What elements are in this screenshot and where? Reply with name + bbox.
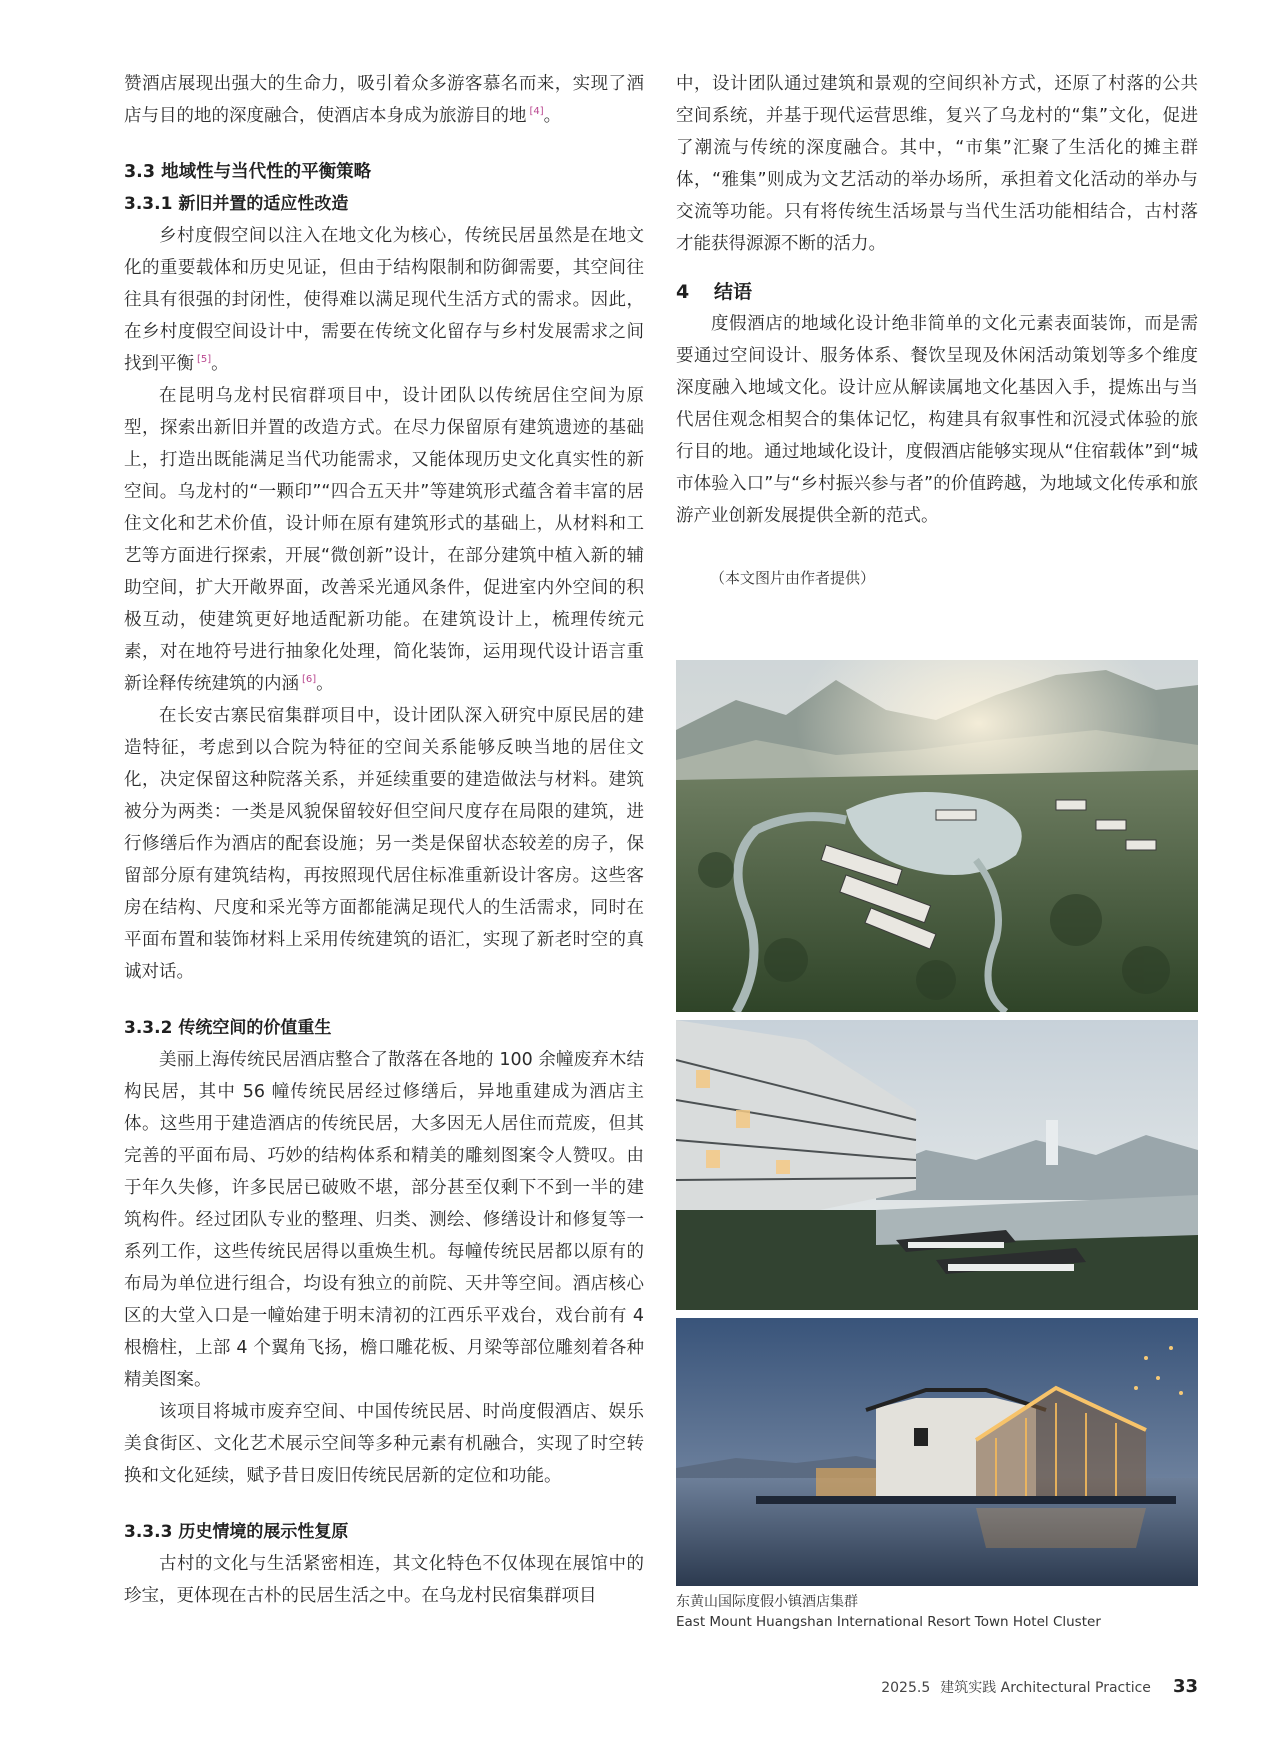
citation-6[interactable]: [6] — [302, 674, 317, 686]
paragraph-1: 乡村度假空间以注入在地文化为核心，传统民居虽然是在地文化的重要载体和历史见证，但由于结构限制和防御需要，其空间往往具有很强的封闭性，使得难以满足现代生活方式的需求。因此，在乡村度假空间设计中，需要在传统文化留存与乡村发展需求之间找到平衡 [5]。 — [124, 226, 644, 374]
paragraph-3: 在长安古寨民宿集群项目中，设计团队深入研究中原民居的建造特征，考虑到以合院为特征的空间关系能够反映当地的居住文化，决定保留这种院落关系，并延续重要的建造做法与材料。建筑被分为两类：一类是风貌保留较好但空间尺度存在局限的建筑，进行修缮后作为酒店的配套设施；另一类是保留状态较差的房子，保留部分原有建筑结构，再按照现代居住标准重新设计客房。这些客房在结构、尺度和采光等方面都能满足现代人的生活需求，同时在平面布置和装饰材料上采用传统建筑的语汇，实现了新老时空的真诚对话。 — [124, 706, 644, 982]
paragraph-6: 古村的文化与生活紧密相连，其文化特色不仅体现在展馆中的珍宝，更体现在古朴的民居生活之中。在乌龙村民宿集群项目 — [124, 1554, 644, 1606]
section-heading-3-3: 3.3 地域性与当代性的平衡策略 — [124, 162, 372, 182]
page-footer — [881, 1676, 1198, 1697]
subsection-heading-3-3-3: 3.3.3 历史情境的展示性复原 — [124, 1522, 349, 1542]
caption-cn: 东黄山国际度假小镇酒店集群 — [676, 1594, 858, 1610]
section-heading-4: 4 结语 — [676, 281, 753, 303]
paragraph-7: 中，设计团队通过建筑和景观的空间织补方式，还原了村落的公共空间系统，并基于现代运营思维，复兴了乌龙村的“集”文化，促进了潮流与传统的深度融合。其中，“市集”汇聚了生活化的摊主群体，“雅集”则成为文艺活动的举办场所，承担着文化活动的举办与交流等功能。只有将传统生活场景与当代生活功能相结合，古村落才能获得源源不断的活力。 — [676, 74, 1198, 254]
photo-dusk-pavilion — [676, 1318, 1198, 1586]
photo-aerial-resort — [676, 660, 1198, 1012]
paragraph-5: 该项目将城市废弃空间、中国传统民居、时尚度假酒店、娱乐美食街区、文化艺术展示空间等多种元素有机融合，实现了时空转换和文化延续，赋予昔日废旧传统民居新的定位和功能。 — [124, 1402, 644, 1486]
right-column — [676, 68, 1198, 594]
subsection-heading-3-3-1: 3.3.1 新旧并置的适应性改造 — [124, 194, 349, 214]
intro-paragraph: 赞酒店展现出强大的生命力，吸引着众多游客慕名而来，实现了酒店与目的地的深度融合，使酒店本身成为旅游目的地 [4]。 — [124, 74, 644, 126]
citation-4[interactable]: [4] — [529, 106, 544, 118]
page-number: 33 — [1172, 1676, 1198, 1697]
figure-caption — [676, 1592, 1198, 1632]
citation-5[interactable]: [5] — [197, 354, 212, 366]
paragraph-4: 美丽上海传统民居酒店整合了散落在各地的 100 余幢废弃木结构民居，其中 56 幢传统民居经过修缮后，异地重建成为酒店主体。这些用于建造酒店的传统民居，大多因无人居住而荒废，但其完善的平面布局、巧妙的结构体系和精美的雕刻图案令人赞叹。由于年久失修，许多民居已破败不堪，部分甚至仅剩下不到一半的建筑构件。经过团队专业的整理、归类、测绘、修缮设计和修复等一系列工作，这些传统民居得以重焕生机。每幢传统民居都以原有的布局为单位进行组合，均设有独立的前院、天井等空间。酒店核心区的大堂入口是一幢始建于明末清初的江西乐平戏台，戏台前有 4 根檐柱，上部 4 个翼角飞扬，檐口雕花板、月梁等部位雕刻着各种精美图案。 — [124, 1050, 644, 1390]
photo-terraced-hotel — [676, 1020, 1198, 1310]
paragraph-2: 在昆明乌龙村民宿群项目中，设计团队以传统居住空间为原型，探索出新旧并置的改造方式。在尽力保留原有建筑遗迹的基础上，打造出既能满足当代功能需求，又能体现历史文化真实性的新空间。乌龙村的“一颗印”“四合五天井”等建筑形式蕴含着丰富的居住文化和艺术价值，设计师在原有建筑形式的基础上，从材料和工艺等方面进行探索，开展“微创新”设计，在部分建筑中植入新的辅助空间，扩大开敞界面，改善采光通风条件，促进室内外空间的积极互动，使建筑更好地适配新功能。在建筑设计上，梳理传统元素，对在地符号进行抽象化处理，简化装饰，运用现代设计语言重新诠释传统建筑的内涵 [6]。 — [124, 386, 644, 694]
subsection-heading-3-3-2: 3.3.2 传统空间的价值重生 — [124, 1018, 332, 1038]
left-column — [124, 68, 644, 1612]
image-credit: （本文图片由作者提供） — [710, 569, 876, 587]
issue-date: 2025.5 — [881, 1680, 931, 1696]
journal-name: 建筑实践 Architectural Practice — [940, 1680, 1151, 1696]
paragraph-8: 度假酒店的地域化设计绝非简单的文化元素表面装饰，而是需要通过空间设计、服务体系、餐饮呈现及休闲活动策划等多个维度深度融入地域文化。设计应从解读属地文化基因入手，提炼出与当代居住观念相契合的集体记忆，构建具有叙事性和沉浸式体验的旅行目的地。通过地域化设计，度假酒店能够实现从“住宿载体”到“城市体验入口”与“乡村振兴参与者”的价值跨越，为地域文化传承和旅游产业创新发展提供全新的范式。 — [676, 314, 1198, 526]
caption-en: East Mount Huangshan International Resort Town Hotel Cluster — [676, 1614, 1101, 1630]
